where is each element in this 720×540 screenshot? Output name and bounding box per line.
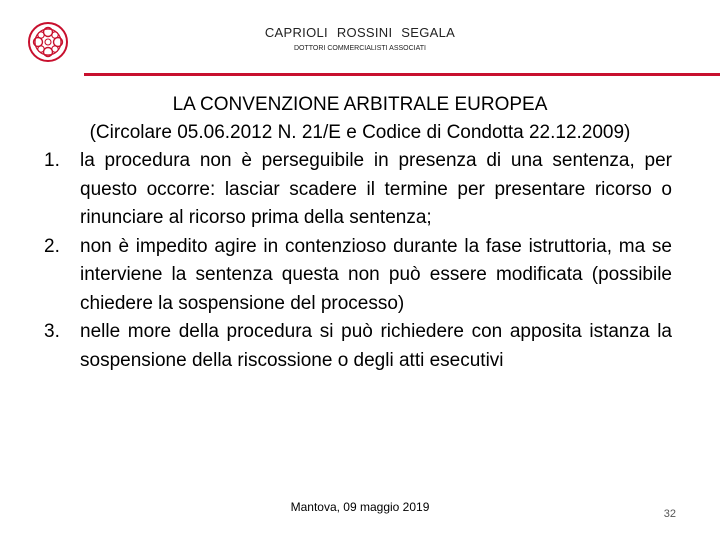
footer-date: Mantova, 09 maggio 2019 <box>290 500 430 514</box>
page-number: 32 <box>663 508 676 520</box>
firm-name: CAPRIOLI ROSSINI SEGALA <box>264 25 456 40</box>
list-item-number: 3. <box>44 321 60 342</box>
list-item <box>44 318 672 375</box>
list-item-number: 1. <box>44 150 60 171</box>
list-item <box>44 147 672 233</box>
list-item-text: non è impedito agire in contenzioso durante la fase istruttoria, ma se interviene la sentenza questa non può essere modificata (possibile chiedere la sospensione del processo) <box>80 235 672 314</box>
list-item <box>44 233 672 319</box>
list-item-number: 2. <box>44 235 60 257</box>
numbered-list <box>44 147 672 375</box>
header-divider <box>84 73 720 76</box>
slide-subtitle: (Circolare 05.06.2012 N. 21/E e Codice di Condotta 22.12.2009) <box>89 122 631 143</box>
slide-title: LA CONVENZIONE ARBITRALE EUROPEA <box>172 94 548 115</box>
list-item-text: la procedura non è perseguibile in presenza di una sentenza, per questo occorre: lasciar scadere il termine per presentare ricorso o rinunciare al ricorso prima della sentenza; <box>80 150 672 228</box>
list-item-text: nelle more della procedura si può richiedere con apposita istanza la sospensione della riscossione o degli atti esecutivi <box>80 321 672 371</box>
firm-subtitle: DOTTORI COMMERCIALISTI ASSOCIATI <box>294 45 426 52</box>
